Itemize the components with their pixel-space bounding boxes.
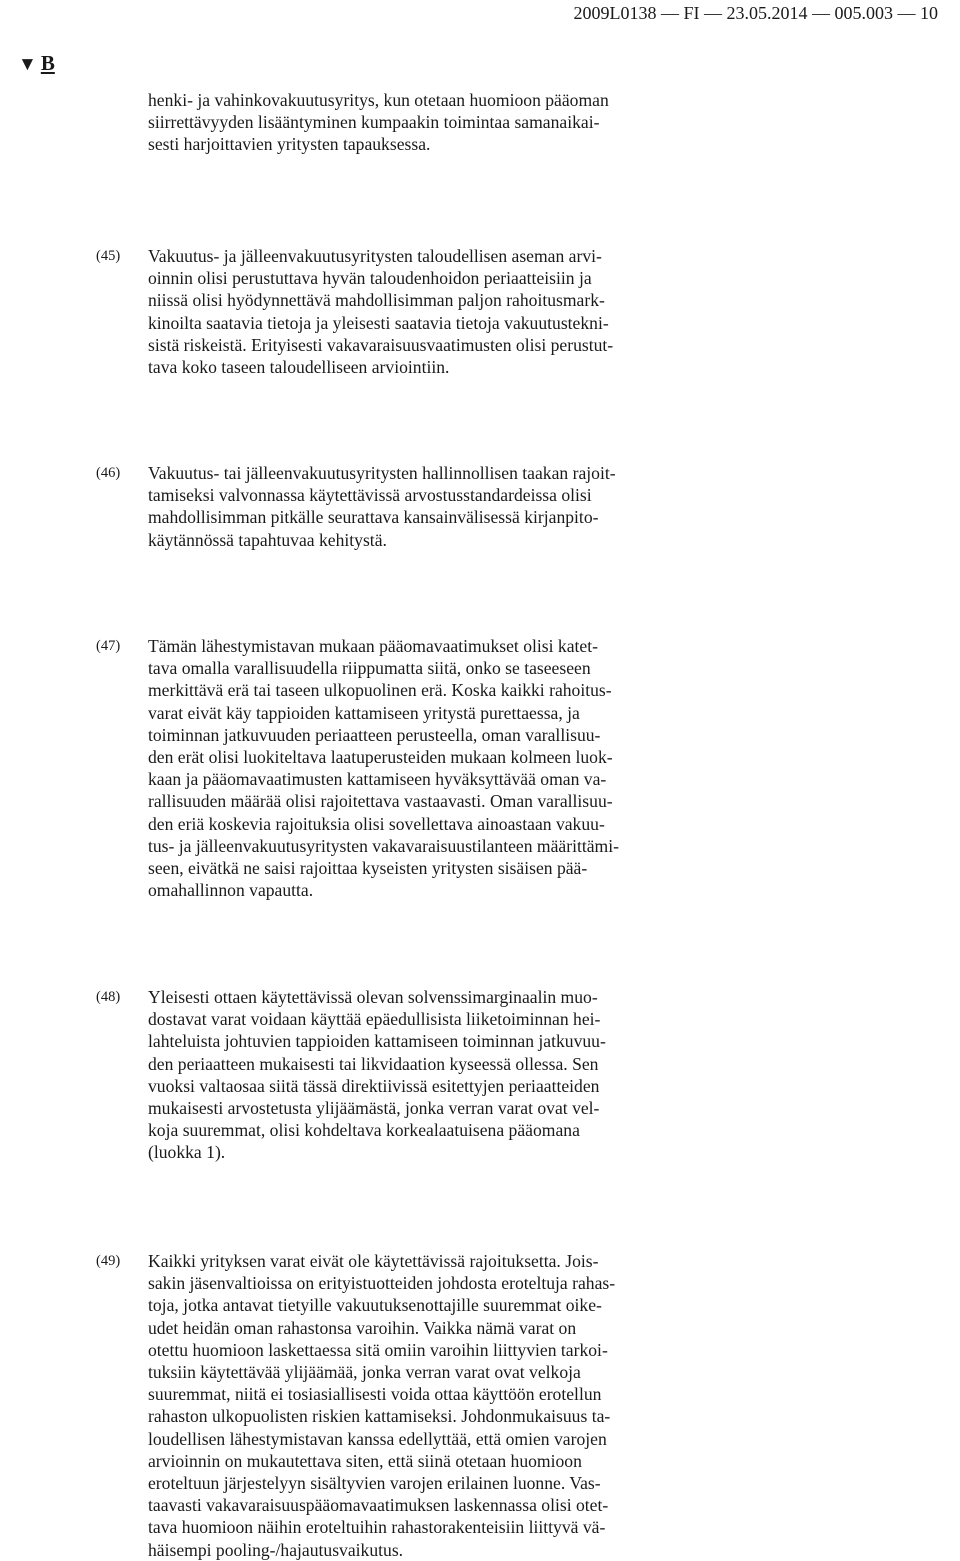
text-line: merkittävä erä tai taseen ulkopuolinen erä. Koska kaikki rahoitus- [148, 680, 612, 701]
text-line: varat eivät käy tappioiden kattamiseen yritystä purettaessa, ja [148, 702, 580, 723]
continued-paragraph [148, 89, 680, 156]
recital-text [148, 1250, 680, 1561]
text-line: loudellisen lähestymistavan kanssa edellyttää, että omien varojen [148, 1428, 607, 1449]
recital-text [148, 635, 680, 901]
text-line: (luokka 1). [148, 1142, 226, 1163]
recital-number: (47) [96, 638, 121, 654]
text-line: oinnin olisi perustuttava hyvän taloudenhoidon periaatteisiin ja [148, 268, 592, 289]
text-line: häisempi pooling-/hajautusvaikutus. [148, 1539, 404, 1560]
recital-number: (49) [96, 1253, 121, 1269]
text-line: niissä olisi hyödynnettävä mahdollisimman paljon rahoitusmark- [148, 290, 605, 311]
section-marker [18, 50, 55, 78]
recital-number: (45) [96, 248, 121, 264]
text-line: tava omalla varallisuudella riippumatta siitä, onko se taseeseen [148, 658, 591, 679]
text-line: Tämän lähestymistavan mukaan pääomavaatimukset olisi katet- [148, 636, 598, 656]
text-line: den erät olisi luokiteltava laatuperusteiden mukaan kolmeen luok- [148, 747, 613, 768]
text-line: den periaatteen mukaisesti tai likvidaation kyseessä ollessa. Sen [148, 1053, 599, 1074]
recital-text [148, 245, 680, 378]
text-line: käytännössä tapahtuvaa kehitystä. [148, 529, 387, 550]
text-line: sistä riskeistä. Erityisesti vakavaraisuusvaatimusten olisi perustut- [148, 334, 614, 355]
document-header: 2009L0138 — FI — 23.05.2014 — 005.003 — 10 [573, 3, 938, 23]
text-line: Vakuutus- tai jälleenvakuutusyritysten hallinnollisen taakan rajoit- [148, 463, 616, 483]
text-line: lahteluista johtuvien tappioiden kattamiseen toiminnan jatkuvuu- [148, 1031, 606, 1052]
text-line: omahallinnon vapautta. [148, 880, 314, 901]
text-line: mahdollisimman pitkälle seurattava kansainvälisessä kirjanpito- [148, 507, 599, 528]
text-line: rallisuuden määrää olisi rajoitettava vastaavasti. Oman varallisuu- [148, 791, 613, 812]
recital-number: (48) [96, 989, 121, 1005]
text-line: kaan ja pääomavaatimusten kattamiseen hyväksyttävää oman va- [148, 769, 607, 790]
text-line: kinoilta saatavia tietoja ja yleisesti saatavia tietoja vakuutustekni- [148, 312, 609, 333]
text-line: mukaisesti arvostetusta ylijäämästä, jonka verran varat ovat vel- [148, 1098, 600, 1119]
text-line: henki- ja vahinkovakuutusyritys, kun otetaan huomioon pääoman [148, 90, 609, 110]
text-line: suuremmat, niitä ei tosiasiallisesti voida ottaa käyttöön erotellun [148, 1384, 602, 1405]
text-line: tuksiin käytettävää ylijäämää, jonka verran varat ovat velkoja [148, 1362, 581, 1383]
text-line: den eriä koskevia rajoituksia olisi sovellettava ainoastaan vakuu- [148, 813, 605, 834]
text-line: tava koko taseen taloudelliseen arviointiin. [148, 357, 450, 378]
text-line: tava huomioon näihin eroteltuihin rahastorakenteisiin liittyvä vä- [148, 1517, 606, 1538]
text-line: taavasti vakavaraisuuspääomavaatimuksen laskennassa olisi otet- [148, 1495, 609, 1516]
text-line: Vakuutus- ja jälleenvakuutusyritysten taloudellisen aseman arvi- [148, 246, 602, 266]
text-line: sesti harjoittavien yritysten tapauksessa. [148, 134, 431, 155]
text-line: arvioinnin on mukautettava siten, että siinä otetaan huomioon [148, 1450, 582, 1471]
text-line: tamiseksi valvonnassa käytettävissä arvostusstandardeissa olisi [148, 485, 592, 506]
recital-text [148, 986, 680, 1164]
text-line: dostavat varat voidaan käyttää epäedullisista liiketoiminnan hei- [148, 1009, 601, 1030]
recital-number: (46) [96, 465, 121, 481]
text-line: toja, jotka antavat tietyille vakuutuksenottajille suuremmat oike- [148, 1295, 602, 1316]
text-line: koja suuremmat, olisi kohdeltava korkealaatuisena pääomana [148, 1120, 580, 1141]
text-line: tus- ja jälleenvakuutusyritysten vakavaraisuustilanteen määrittämi- [148, 835, 619, 856]
text-line: seen, eivätkä ne saisi rajoittaa kyseisten yritysten sisäisen pää- [148, 858, 588, 879]
text-line: otettu huomioon laskettaessa sitä omiin varoihin liittyvien tarkoi- [148, 1339, 608, 1360]
text-line: rahaston ulkopuolisten riskien kattamiseksi. Johdonmukaisuus ta- [148, 1406, 611, 1427]
text-line: udet heidän oman rahastonsa varoihin. Vaikka nämä varat on [148, 1317, 577, 1338]
text-line: siirrettävyyden lisääntyminen kumpaakin toimintaa samanaikai- [148, 112, 600, 133]
text-line: vuoksi valtaosaa siitä tässä direktiivissä esitettyjen periaatteiden [148, 1075, 600, 1096]
marker-letter: B [40, 51, 55, 75]
text-line: Kaikki yrityksen varat eivät ole käytettävissä rajoituksetta. Jois- [148, 1251, 599, 1271]
triangle-down-icon: ▼ [18, 54, 37, 75]
text-line: toiminnan jatkuvuuden periaatteen perusteella, oman varallisuu- [148, 724, 601, 745]
text-line: eroteltuun järjestelyyn sisältyvien varojen erilainen luonne. Vas- [148, 1473, 601, 1494]
recital-text [148, 462, 680, 551]
text-line: sakin jäsenvaltioissa on erityistuotteiden johdosta eroteltuja rahas- [148, 1273, 616, 1294]
text-line: Yleisesti ottaen käytettävissä olevan solvenssimarginaalin muo- [148, 987, 598, 1007]
